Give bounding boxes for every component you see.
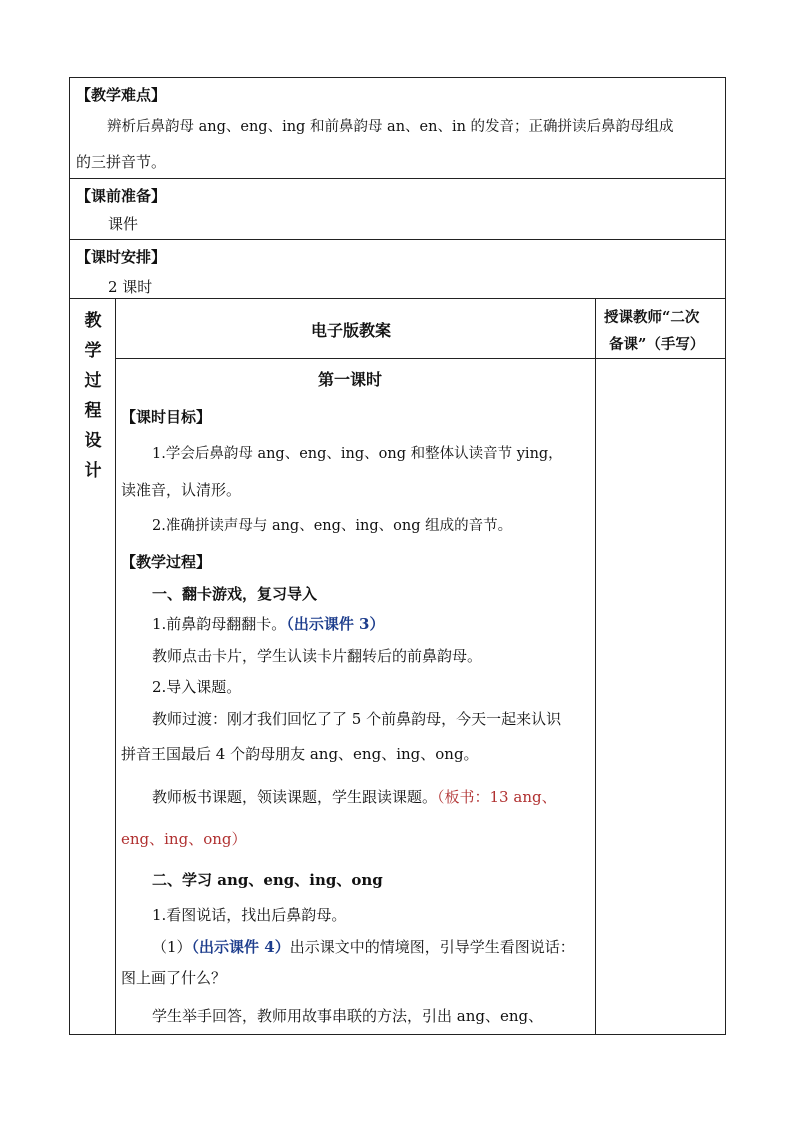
teacher-notes-header: 授课教师“二次 <box>604 309 700 326</box>
lesson-title: 第一课时 <box>318 370 383 389</box>
process-label-char: 设 <box>84 431 102 451</box>
process-label-char: 程 <box>84 401 102 421</box>
difficulty-heading: 【教学难点】 <box>76 86 167 104</box>
board-note: （板书：13 ang、 <box>437 788 557 806</box>
courseware-note: （出示课件 3） <box>286 615 385 633</box>
row-divider <box>69 298 726 299</box>
goal-line: 读准音，认清形。 <box>121 481 242 499</box>
process-label-char: 计 <box>84 461 102 481</box>
table-top-border <box>69 77 726 78</box>
process-item-text: 出示课文中的情境图，引导学生看图说话： <box>289 938 575 956</box>
row-divider <box>69 239 726 240</box>
process-item: 教师过渡：刚才我们回忆了了 5 个前鼻韵母，今天一起来认识 <box>152 710 562 728</box>
table-bottom-border <box>69 1034 726 1035</box>
table-left-border <box>69 77 70 1035</box>
goal-line: 2.准确拼读声母与 ang、eng、ing、ong 组成的音节。 <box>152 518 513 534</box>
process-label-char: 过 <box>84 371 102 391</box>
courseware-note: （出示课件 4） <box>191 938 290 956</box>
column-header-divider <box>115 358 726 359</box>
process-item: 拼音王国最后 4 个韵母朋友 ang、eng、ing、ong。 <box>121 745 479 763</box>
process-item-text: 教师板书课题，领读课题，学生跟读课题。 <box>152 788 438 806</box>
teacher-column-divider <box>595 298 596 1035</box>
teacher-notes-header: 备课”（手写） <box>609 336 705 353</box>
process-item: 学生举手回答，教师用故事串联的方法，引出 ang、eng、 <box>152 1007 544 1025</box>
section-heading: 一、翻卡游戏，复习导入 <box>152 585 318 603</box>
side-label-divider <box>115 298 116 1035</box>
process-item: 教师点击卡片，学生认读卡片翻转后的前鼻韵母。 <box>152 647 483 665</box>
electronic-plan-header: 电子版教案 <box>311 321 392 340</box>
goals-heading: 【课时目标】 <box>121 408 212 426</box>
process-item-text: 1.前鼻韵母翻翻卡。 <box>152 615 287 633</box>
process-item <box>152 787 557 807</box>
board-note: eng、ing、ong） <box>121 830 247 848</box>
section-heading: 二、学习 ang、eng、ing、ong <box>152 871 383 889</box>
process-label-char: 教 <box>84 311 102 331</box>
process-item: 1.看图说话，找出后鼻韵母。 <box>152 906 347 924</box>
process-item: 2.导入课题。 <box>152 678 242 696</box>
difficulty-line: 辨析后鼻韵母 ang、eng、ing 和前鼻韵母 an、en、in 的发音；正确拼读后鼻韵母组成 <box>107 119 674 135</box>
process-label-char: 学 <box>84 341 102 361</box>
schedule-heading: 【课时安排】 <box>76 248 167 266</box>
preparation-content: 课件 <box>108 215 139 233</box>
process-item <box>152 614 384 634</box>
process-heading: 【教学过程】 <box>121 553 212 571</box>
sub-item-prefix: （1） <box>152 938 192 956</box>
difficulty-line: 的三拼音节。 <box>76 153 167 171</box>
preparation-heading: 【课前准备】 <box>76 187 167 205</box>
row-divider <box>69 178 726 179</box>
process-item: 图上画了什么？ <box>121 969 227 987</box>
goal-line: 1.学会后鼻韵母 ang、eng、ing、ong 和整体认读音节 ying， <box>152 446 563 462</box>
schedule-content: 2 课时 <box>108 278 153 296</box>
process-item <box>152 937 575 957</box>
table-right-border <box>725 77 726 1035</box>
